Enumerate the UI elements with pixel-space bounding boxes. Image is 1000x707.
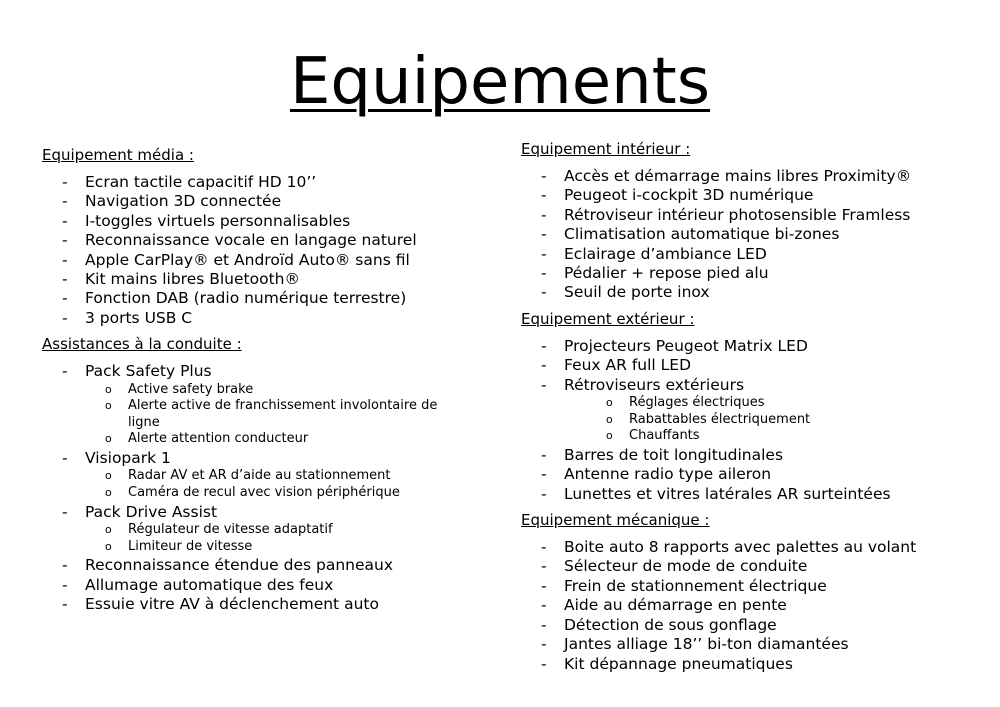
list-item — [521, 225, 981, 244]
list-item — [42, 449, 482, 502]
dash-icon: - — [541, 557, 547, 576]
dash-icon: - — [541, 576, 547, 595]
dash-icon: - — [541, 654, 547, 673]
list-item — [42, 576, 482, 595]
list-item-text: I-toggles virtuels personnalisables — [85, 211, 351, 230]
list-item-text: Accès et démarrage mains libres Proximity® — [564, 167, 912, 185]
circle-bullet-icon: o — [105, 432, 112, 446]
list-item-text: Apple CarPlay® et Androïd Auto® sans fil — [85, 250, 410, 269]
list-item — [521, 245, 981, 264]
list-item — [42, 212, 482, 231]
circle-bullet-icon: o — [105, 399, 112, 413]
dash-icon: - — [541, 186, 547, 205]
dash-icon: - — [62, 449, 68, 468]
list-item — [521, 167, 981, 186]
list-item-text: Reconnaissance étendue des panneaux — [85, 556, 394, 575]
dash-icon: - — [62, 270, 68, 289]
circle-bullet-icon: o — [606, 396, 613, 410]
list-item-text: Projecteurs Peugeot Matrix LED — [564, 336, 808, 355]
list-item-text: Jantes alliage 18’’ bi-ton diamantées — [564, 635, 849, 654]
sub-list-item-text: Caméra de recul avec vision périphérique — [128, 485, 400, 501]
dash-icon: - — [541, 283, 547, 302]
list-item-text: Pédalier + repose pied alu — [564, 264, 769, 283]
dash-icon: - — [62, 502, 68, 521]
circle-bullet-icon: o — [105, 539, 112, 553]
list-item-text: Allumage automatique des feux — [85, 575, 334, 594]
dash-icon: - — [62, 556, 68, 575]
section-heading-assist: Assistances à la conduite : — [42, 335, 242, 354]
list-item — [521, 577, 981, 596]
list-item — [521, 356, 981, 375]
interior-list — [521, 167, 981, 303]
circle-bullet-icon: o — [105, 469, 112, 483]
dash-icon: - — [541, 336, 547, 355]
list-item — [521, 655, 981, 674]
sub-list-item — [85, 382, 482, 399]
dash-icon: - — [62, 231, 68, 250]
circle-bullet-icon: o — [606, 429, 613, 443]
dash-icon: - — [541, 596, 547, 615]
sub-list-item-text: Alerte attention conducteur — [128, 431, 309, 447]
sub-list-item — [586, 428, 981, 445]
sub-list-item-text: Radar AV et AR d’aide au stationnement — [128, 468, 391, 484]
circle-bullet-icon: o — [105, 382, 112, 396]
dash-icon: - — [62, 192, 68, 211]
list-item-text: Aide au démarrage en pente — [564, 596, 787, 615]
list-item-text: Fonction DAB (radio numérique terrestre) — [85, 289, 407, 308]
list-item — [521, 485, 981, 504]
sub-list-item — [85, 468, 482, 485]
list-item-text: 3 ports USB C — [85, 308, 193, 327]
page-title-text: Equipements — [289, 45, 711, 119]
list-item-text: Barres de toit longitudinales — [564, 445, 784, 464]
list-item — [521, 538, 981, 557]
list-item — [521, 283, 981, 302]
sub-list-item-text: Alerte active de franchissement involontaire de ligne — [128, 398, 438, 430]
list-item-text: Reconnaissance vocale en langage naturel — [85, 231, 417, 250]
list-item-text: Navigation 3D connectée — [85, 192, 282, 211]
dash-icon: - — [62, 250, 68, 269]
sub-list-item — [85, 398, 465, 431]
left-column — [42, 146, 482, 614]
section-heading-mechanical: Equipement mécanique : — [521, 511, 710, 530]
list-item — [521, 616, 981, 635]
list-item — [521, 557, 981, 576]
list-item — [521, 337, 981, 356]
media-list — [42, 173, 482, 328]
sub-list — [85, 522, 482, 555]
sub-list-item — [85, 539, 482, 556]
list-item-text: Visiopark 1 — [85, 449, 171, 468]
exterior-list — [521, 337, 981, 504]
dash-icon: - — [62, 575, 68, 594]
list-item — [42, 270, 482, 289]
list-item-text: Pack Safety Plus — [85, 362, 212, 381]
list-item-text: Kit mains libres Bluetooth® — [85, 270, 300, 289]
sub-list-item — [586, 412, 981, 429]
sub-list-item-text: Active safety brake — [128, 381, 254, 397]
list-item-text: Ecran tactile capacitif HD 10’’ — [85, 173, 317, 191]
dash-icon: - — [62, 173, 68, 191]
dash-icon: - — [541, 465, 547, 484]
list-item-text: Lunettes et vitres latérales AR surteintées — [564, 484, 891, 503]
list-item — [42, 556, 482, 575]
right-column — [521, 140, 981, 674]
dash-icon: - — [62, 211, 68, 230]
dash-icon: - — [541, 356, 547, 375]
section-heading-media: Equipement média : — [42, 146, 194, 164]
dash-icon: - — [541, 167, 547, 185]
dash-icon: - — [541, 375, 547, 394]
dash-icon: - — [541, 635, 547, 654]
list-item — [42, 503, 482, 556]
list-item — [521, 264, 981, 283]
dash-icon: - — [541, 445, 547, 464]
circle-bullet-icon: o — [105, 486, 112, 500]
sub-list-item — [85, 522, 482, 539]
list-item — [521, 635, 981, 654]
list-item-text: Kit dépannage pneumatiques — [564, 654, 793, 673]
sub-list-item-text: Régulateur de vitesse adaptatif — [128, 522, 333, 538]
dash-icon: - — [541, 615, 547, 634]
list-item — [521, 446, 981, 465]
list-item-text: Peugeot i-cockpit 3D numérique — [564, 186, 814, 205]
dash-icon: - — [541, 484, 547, 503]
list-item — [521, 186, 981, 205]
section-heading-interior: Equipement intérieur : — [521, 140, 691, 158]
list-item-text: Antenne radio type aileron — [564, 465, 772, 484]
sub-list-item-text: Chauffants — [629, 428, 700, 444]
section-heading-exterior: Equipement extérieur : — [521, 309, 695, 328]
sub-list — [586, 395, 981, 445]
list-item — [521, 596, 981, 615]
dash-icon: - — [541, 538, 547, 557]
sub-list — [85, 468, 482, 501]
dash-icon: - — [541, 205, 547, 224]
sub-list-item — [586, 395, 981, 412]
list-item — [521, 376, 981, 445]
sub-list-item-text: Limiteur de vitesse — [128, 538, 253, 554]
dash-icon: - — [62, 595, 68, 614]
list-item-text: Essuie vitre AV à déclenchement auto — [85, 595, 379, 614]
list-item-text: Seuil de porte inox — [564, 283, 710, 302]
dash-icon: - — [62, 289, 68, 308]
sub-list-item-text: Réglages électriques — [629, 395, 765, 411]
list-item-text: Pack Drive Assist — [85, 502, 218, 521]
list-item — [42, 289, 482, 308]
list-item-text: Boite auto 8 rapports avec palettes au volant — [564, 538, 917, 557]
list-item — [42, 231, 482, 250]
list-item — [521, 206, 981, 225]
list-item — [42, 192, 482, 211]
circle-bullet-icon: o — [606, 412, 613, 426]
sub-list-item — [85, 431, 482, 448]
list-item-text: Feux AR full LED — [564, 356, 692, 375]
list-item-text: Rétroviseurs extérieurs — [564, 375, 745, 394]
sub-list — [85, 382, 482, 448]
list-item-text: Frein de stationnement électrique — [564, 576, 827, 595]
dash-icon: - — [62, 308, 68, 327]
list-item-text: Rétroviseur intérieur photosensible Framless — [564, 205, 911, 224]
list-item — [42, 309, 482, 328]
dash-icon: - — [541, 244, 547, 263]
list-item — [42, 173, 482, 192]
sub-list-item — [85, 485, 482, 502]
list-item — [42, 595, 482, 614]
sub-list-item-text: Rabattables électriquement — [629, 411, 811, 427]
dash-icon: - — [62, 362, 68, 381]
list-item — [521, 465, 981, 484]
list-item — [42, 362, 482, 448]
list-item-text: Eclairage d’ambiance LED — [564, 244, 767, 263]
mechanical-list — [521, 538, 981, 674]
dash-icon: - — [541, 264, 547, 283]
list-item-text: Détection de sous gonflage — [564, 615, 777, 634]
list-item-text: Climatisation automatique bi-zones — [564, 225, 840, 244]
list-item — [42, 251, 482, 270]
circle-bullet-icon: o — [105, 523, 112, 537]
page-title — [0, 42, 1000, 122]
assist-list — [42, 362, 482, 614]
dash-icon: - — [541, 225, 547, 244]
list-item-text: Sélecteur de mode de conduite — [564, 557, 808, 576]
